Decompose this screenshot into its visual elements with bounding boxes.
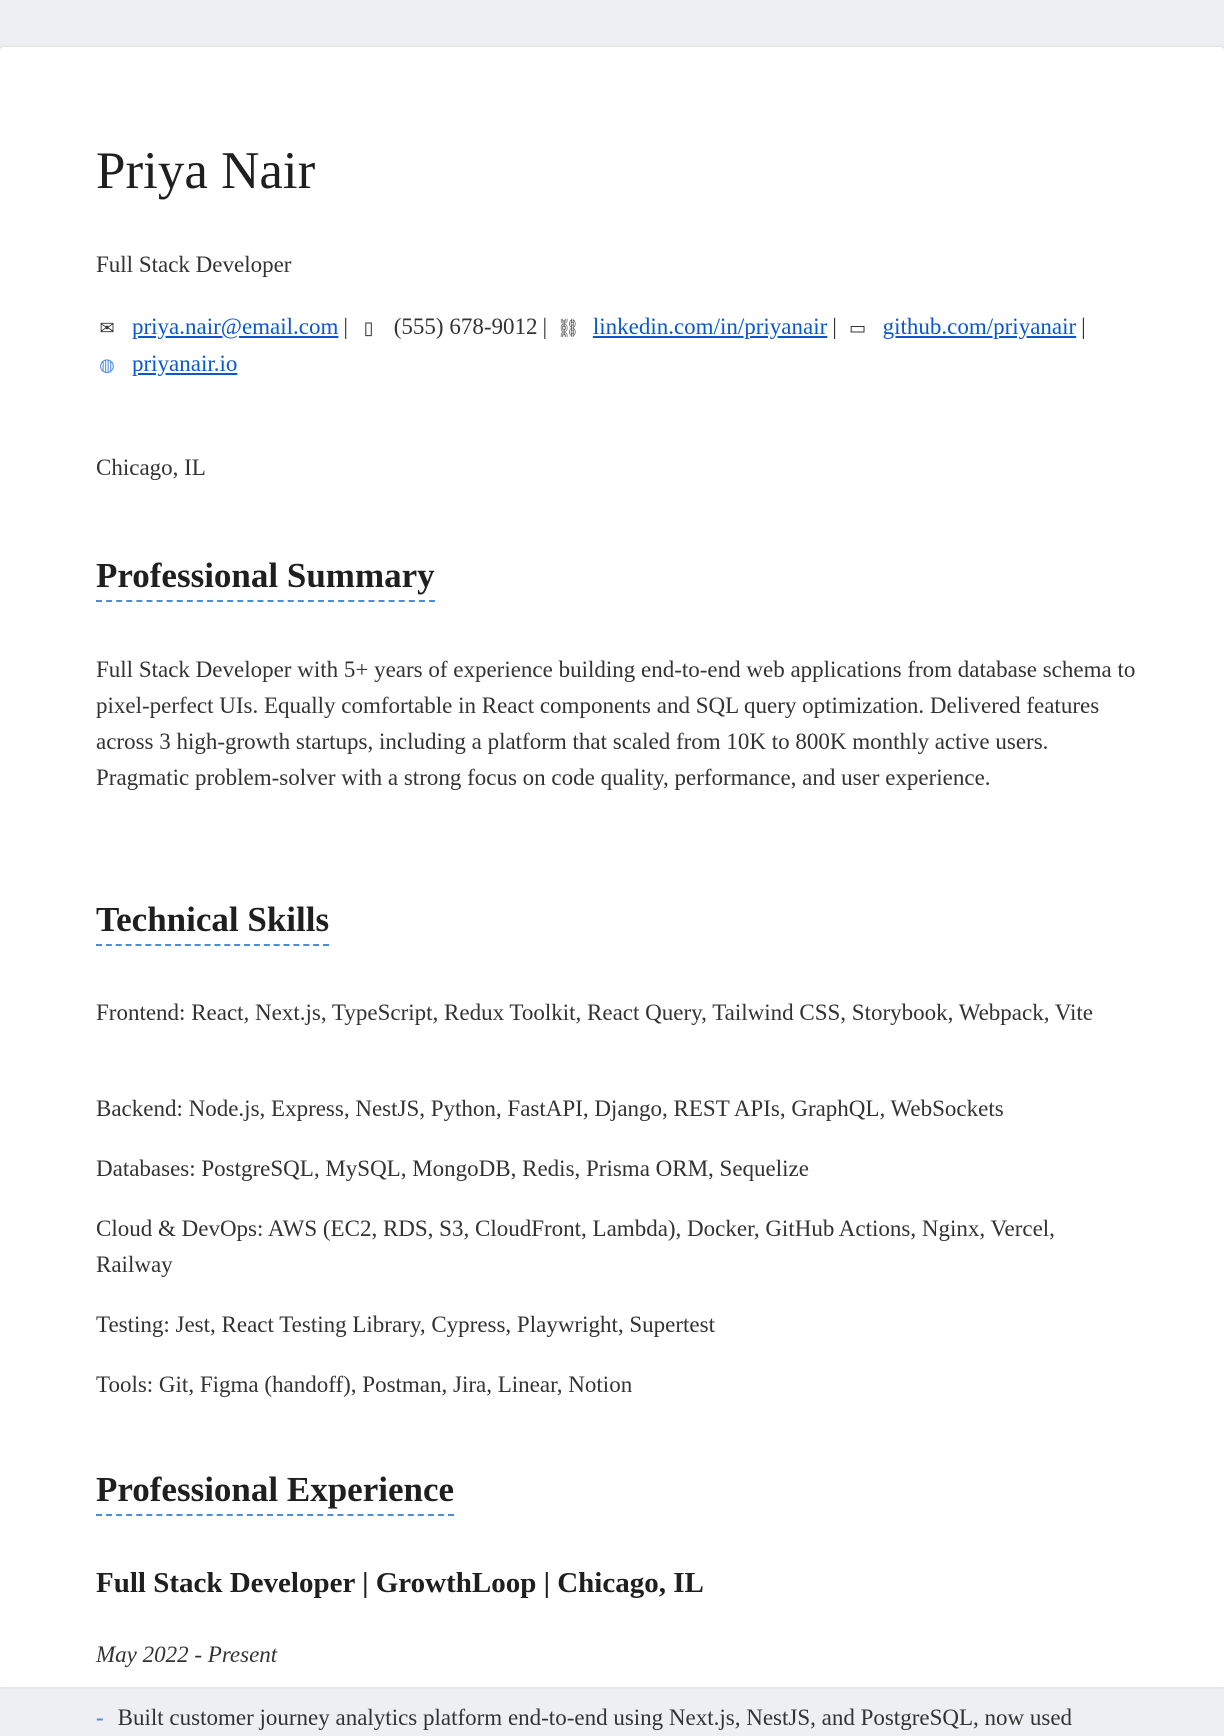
job-bullet bbox=[96, 1700, 1136, 1736]
phone-number: (555) 678-9012 bbox=[393, 314, 538, 339]
skill-line: Cloud & DevOps: AWS (EC2, RDS, S3, CloudFront, Lambda), Docker, GitHub Actions, Nginx, Vercel, Railway bbox=[96, 1216, 1055, 1277]
laptop-icon: ▭ bbox=[849, 318, 867, 338]
skill-line: Frontend: React, Next.js, TypeScript, Redux Toolkit, React Query, Tailwind CSS, Storybook, Webpack, Vite bbox=[96, 1000, 1094, 1025]
summary-text: Full Stack Developer with 5+ years of experience building end-to-end web applications from database schema to pixel-perfect UIs. Equally comfortable in React components and SQL query optimization. Delivered features across 3 high-growth startups, including a platform that scaled from 10K to 800K monthly active users. Pragmatic problem-solver with a strong focus on code quality, performance, and user experience. bbox=[96, 657, 1136, 790]
mobile-phone-icon: ▯ bbox=[363, 318, 374, 338]
resume-page bbox=[0, 47, 1224, 1730]
contact-line bbox=[96, 309, 1136, 383]
skill-line: Tools: Git, Figma (handoff), Postman, Jira, Linear, Notion bbox=[96, 1372, 633, 1397]
skill-line: Backend: Node.js, Express, NestJS, Python, FastAPI, Django, REST APIs, GraphQL, WebSockets bbox=[96, 1096, 1004, 1121]
email-link[interactable]: priya.nair@email.com bbox=[132, 314, 339, 339]
section-heading-summary: Professional Summary bbox=[96, 556, 435, 602]
skill-line: Testing: Jest, React Testing Library, Cypress, Playwright, Supertest bbox=[96, 1312, 715, 1337]
contact-separator: | bbox=[1081, 314, 1086, 339]
link-icon: ⛓ bbox=[556, 318, 580, 338]
github-link[interactable]: github.com/priyanair bbox=[882, 314, 1077, 339]
skill-line: Databases: PostgreSQL, MySQL, MongoDB, Redis, Prisma ORM, Sequelize bbox=[96, 1156, 809, 1181]
bullet-marker: - bbox=[96, 1705, 104, 1730]
candidate-title: Full Stack Developer bbox=[96, 252, 292, 277]
contact-separator: | bbox=[343, 314, 348, 339]
job-bullet-text: Built customer journey analytics platform end-to-end using Next.js, NestJS, and PostgreSQL, now used bbox=[117, 1705, 1073, 1730]
section-heading-skills: Technical Skills bbox=[96, 900, 329, 946]
candidate-name: Priya Nair bbox=[96, 142, 316, 200]
contact-separator: | bbox=[832, 314, 837, 339]
job-title: Full Stack Developer | GrowthLoop | Chicago, IL bbox=[96, 1567, 704, 1599]
contact-separator: | bbox=[542, 314, 548, 339]
linkedin-link[interactable]: linkedin.com/in/priyanair bbox=[592, 314, 828, 339]
section-heading-experience: Professional Experience bbox=[96, 1470, 454, 1516]
globe-icon: ◍ bbox=[99, 355, 115, 375]
candidate-location: Chicago, IL bbox=[96, 455, 206, 480]
job-dates: May 2022 - Present bbox=[96, 1642, 278, 1667]
envelope-icon: ✉ bbox=[99, 318, 115, 338]
website-link[interactable]: priyanair.io bbox=[132, 351, 238, 376]
